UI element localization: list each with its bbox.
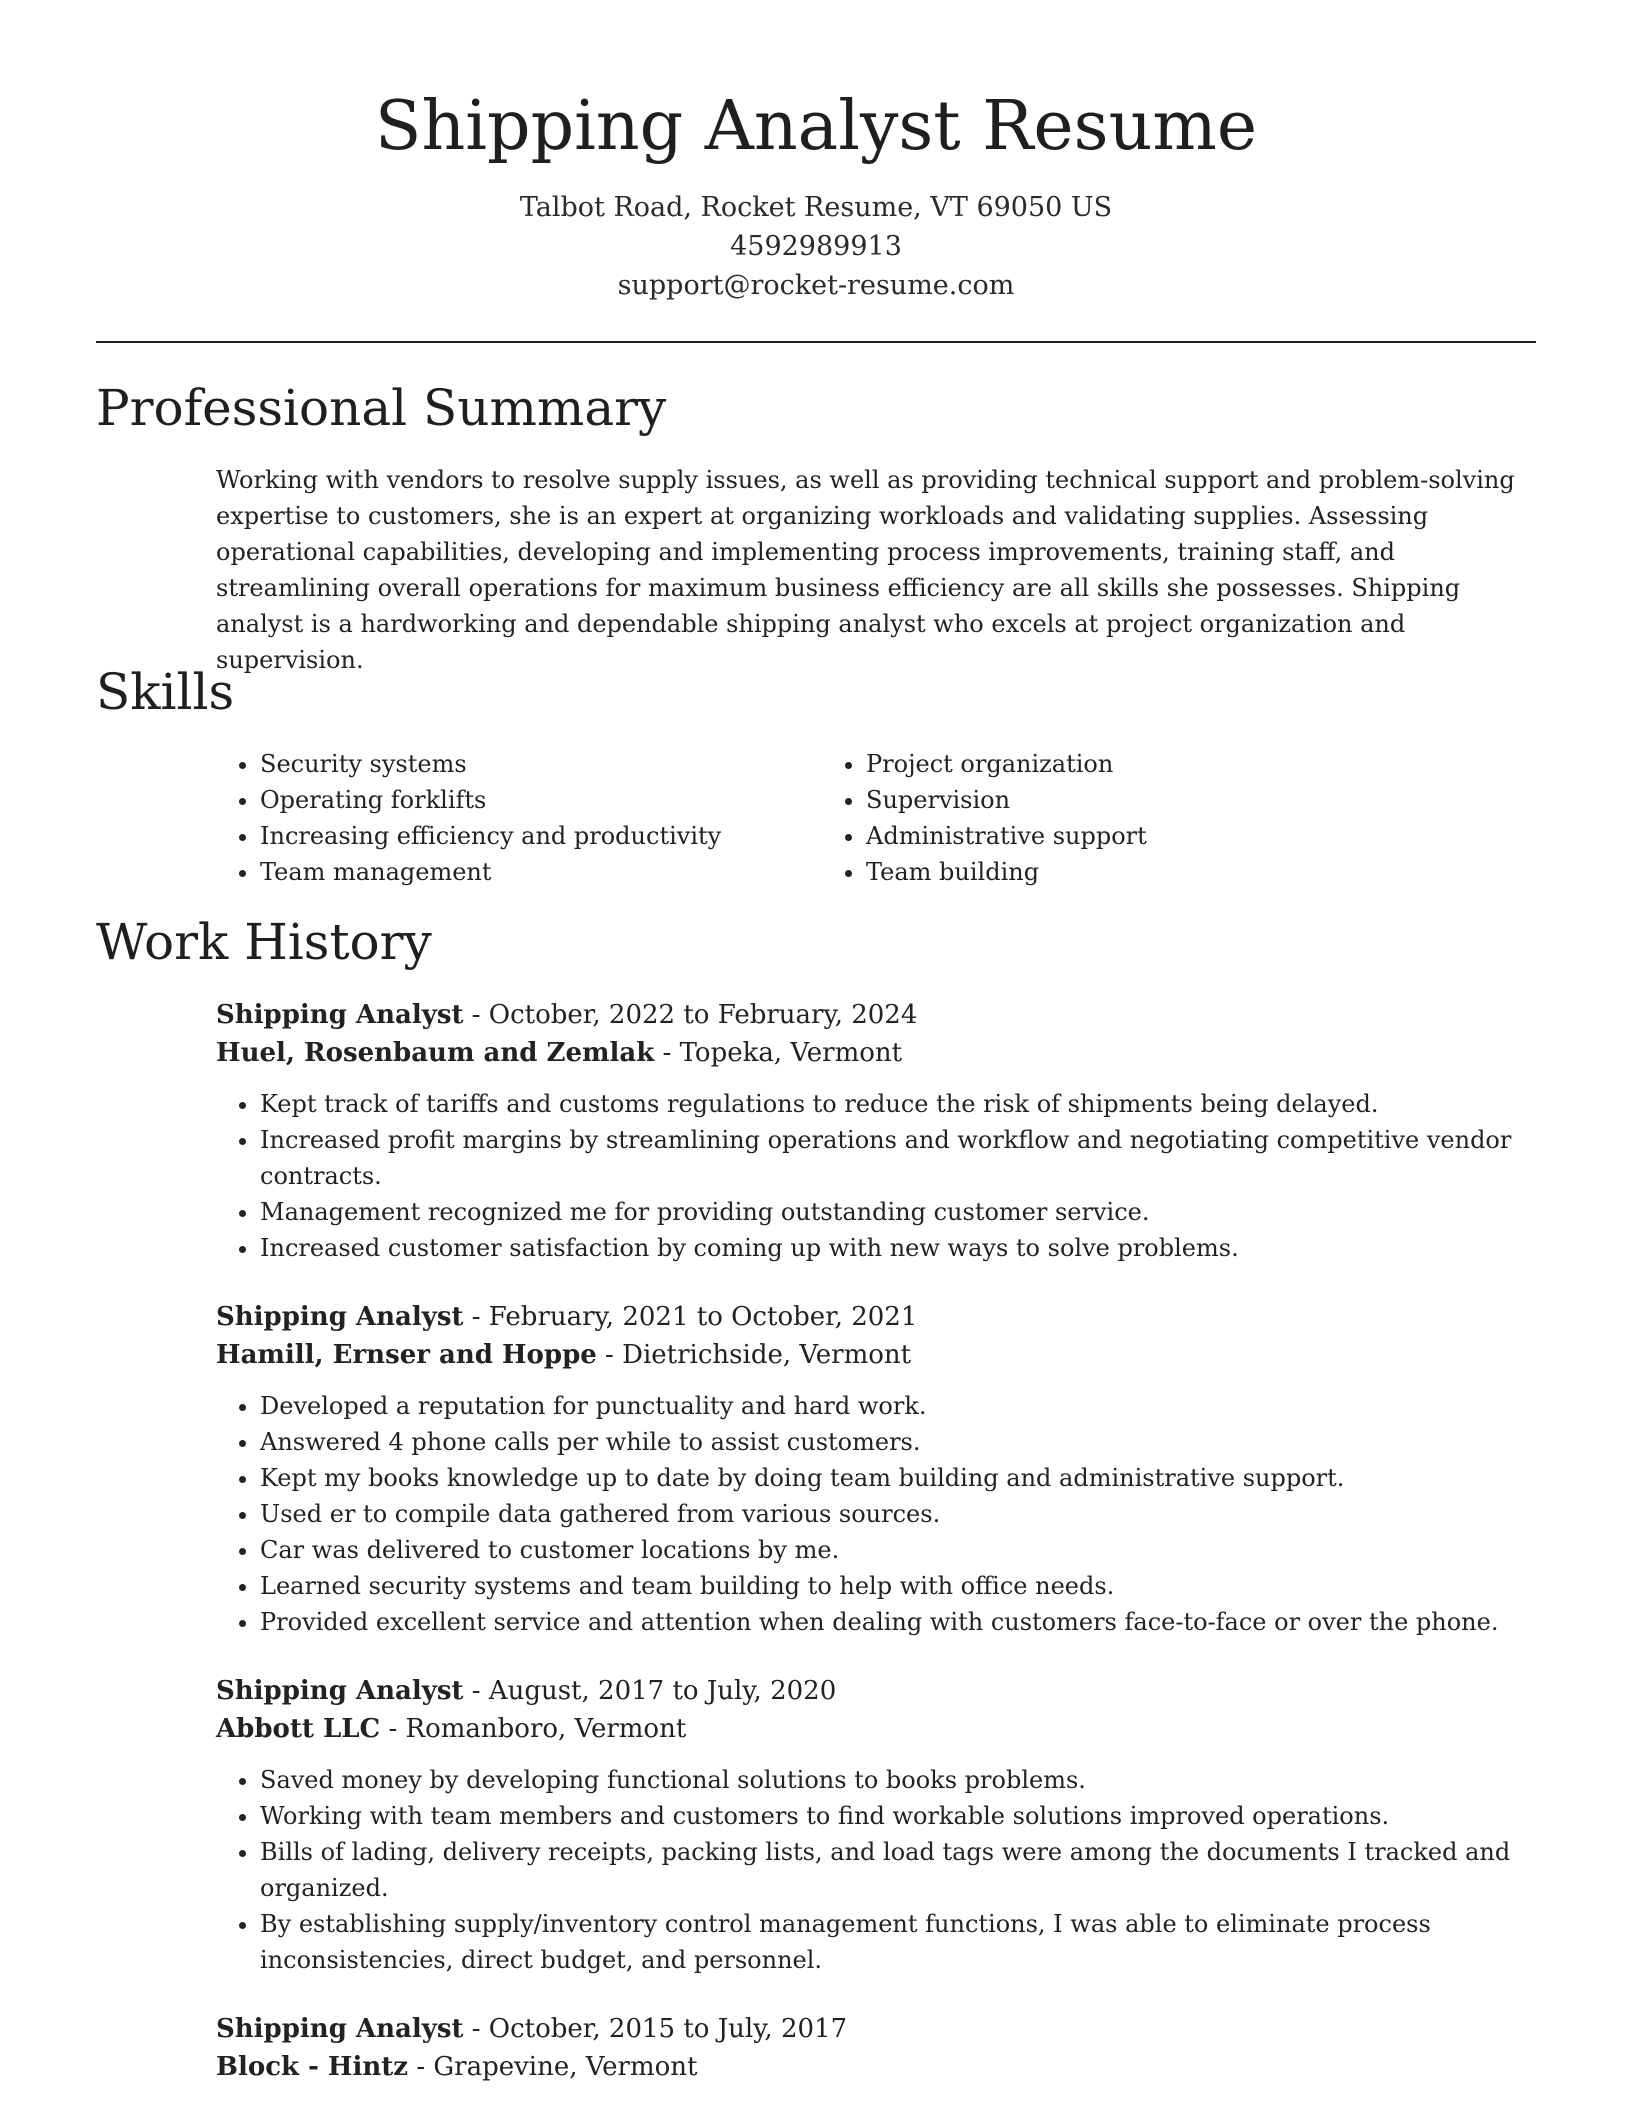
job-bullet: • Answered 4 phone calls per while to assist customers. (260, 1424, 1536, 1460)
skill-item: • Team management (260, 854, 822, 890)
job-location: - Topeka, Vermont (654, 1038, 903, 1068)
job-dates: - February, 2021 to October, 2021 (463, 1302, 918, 1332)
job-bullet: • By establishing supply/inventory control management functions, I was able to eliminate process inconsistencies, direct budget, and personnel. (260, 1906, 1536, 1978)
summary-text: Working with vendors to resolve supply issues, as well as providing technical support and problem-solving expertise to customers, she is an expert at organizing workloads and validating supplies. Assessing operational capabilities, developing and implementing process improvements, training staff, and streamlining overall operations for maximum business efficiency are all skills she possesses. Shipping analyst is a hardworking and dependable shipping analyst who excels at project organization and supervision. (216, 466, 1515, 674)
skill-item: • Administrative support (866, 818, 1472, 854)
job-bullet: • Provided excellent service and attention when dealing with customers face-to-face or over the phone. (260, 1604, 1536, 1640)
job-entry (216, 1672, 1536, 1978)
job-role: Shipping Analyst (216, 1000, 464, 1030)
job-location: - Grapevine, Vermont (408, 2052, 698, 2082)
skills-column-right (822, 746, 1472, 890)
job-title-line (216, 2010, 1536, 2048)
skills-heading: Skills (96, 663, 235, 721)
skills-list (216, 746, 1536, 890)
job-entry (216, 1298, 1536, 1640)
job-bullet: • Increased customer satisfaction by coming up with new ways to solve problems. (260, 1230, 1536, 1266)
job-bullet: • Learned security systems and team building to help with office needs. (260, 1568, 1536, 1604)
job-role: Shipping Analyst (216, 1676, 464, 1706)
job-company-line (216, 2048, 1536, 2086)
job-company-line (216, 1710, 1536, 1748)
skill-item: • Increasing efficiency and productivity (260, 818, 822, 854)
job-bullets (216, 1086, 1536, 1266)
skill-item: • Supervision (866, 782, 1472, 818)
job-company: Block - Hintz (216, 2052, 409, 2082)
work-history-list (216, 996, 1536, 2118)
job-bullet: • Working with team members and customers to find workable solutions improved operations. (260, 1798, 1536, 1834)
skill-item: • Project organization (866, 746, 1472, 782)
job-bullet: • Developed a reputation for punctuality and hard work. (260, 1388, 1536, 1424)
job-title-line (216, 996, 1536, 1034)
job-bullet: • Bills of lading, delivery receipts, packing lists, and load tags were among the documents I tracked and organized. (260, 1834, 1536, 1906)
job-entry (216, 2010, 1536, 2086)
job-company: Huel, Rosenbaum and Zemlak (216, 1038, 655, 1068)
job-bullet: • Management recognized me for providing outstanding customer service. (260, 1194, 1536, 1230)
contact-address: Talbot Road, Rocket Resume, VT 69050 US (519, 192, 1113, 223)
skill-item: • Operating forklifts (260, 782, 822, 818)
job-entry (216, 996, 1536, 1266)
job-company-line (216, 1336, 1536, 1374)
job-company: Hamill, Ernser and Hoppe (216, 1340, 597, 1370)
job-title-line (216, 1672, 1536, 1710)
job-bullets (216, 1762, 1536, 1978)
job-bullet: • Car was delivered to customer locations by me. (260, 1532, 1536, 1568)
job-title-line (216, 1298, 1536, 1336)
skill-item: • Security systems (260, 746, 822, 782)
skills-column-left (216, 746, 822, 890)
summary-heading: Professional Summary (96, 379, 667, 437)
job-bullet: • Kept track of tariffs and customs regulations to reduce the risk of shipments being delayed. (260, 1086, 1536, 1122)
job-company-line (216, 1034, 1536, 1072)
job-dates: - October, 2022 to February, 2024 (463, 1000, 918, 1030)
job-bullet: • Saved money by developing functional solutions to books problems. (260, 1762, 1536, 1798)
job-role: Shipping Analyst (216, 1302, 464, 1332)
job-company: Abbott LLC (216, 1714, 381, 1744)
job-location: - Romanboro, Vermont (380, 1714, 687, 1744)
contact-email: support@rocket-resume.com (617, 270, 1015, 301)
job-bullet: • Used er to compile data gathered from various sources. (260, 1496, 1536, 1532)
job-bullet: • Kept my books knowledge up to date by doing team building and administrative support. (260, 1460, 1536, 1496)
job-bullets (216, 1388, 1536, 1640)
contact-block (96, 188, 1536, 305)
work-history-heading: Work History (96, 913, 432, 971)
header-divider (96, 341, 1536, 343)
skill-item: • Team building (866, 854, 1472, 890)
job-location: - Dietrichside, Vermont (596, 1340, 912, 1370)
job-dates: - October, 2015 to July, 2017 (463, 2014, 848, 2044)
job-role: Shipping Analyst (216, 2014, 464, 2044)
contact-phone: 4592989913 (730, 231, 902, 262)
resume-header (96, 84, 1536, 305)
job-dates: - August, 2017 to July, 2020 (463, 1676, 837, 1706)
resume-title: Shipping Analyst Resume (374, 87, 1258, 166)
job-bullet: • Increased profit margins by streamlining operations and workflow and negotiating competitive vendor contracts. (260, 1122, 1536, 1194)
